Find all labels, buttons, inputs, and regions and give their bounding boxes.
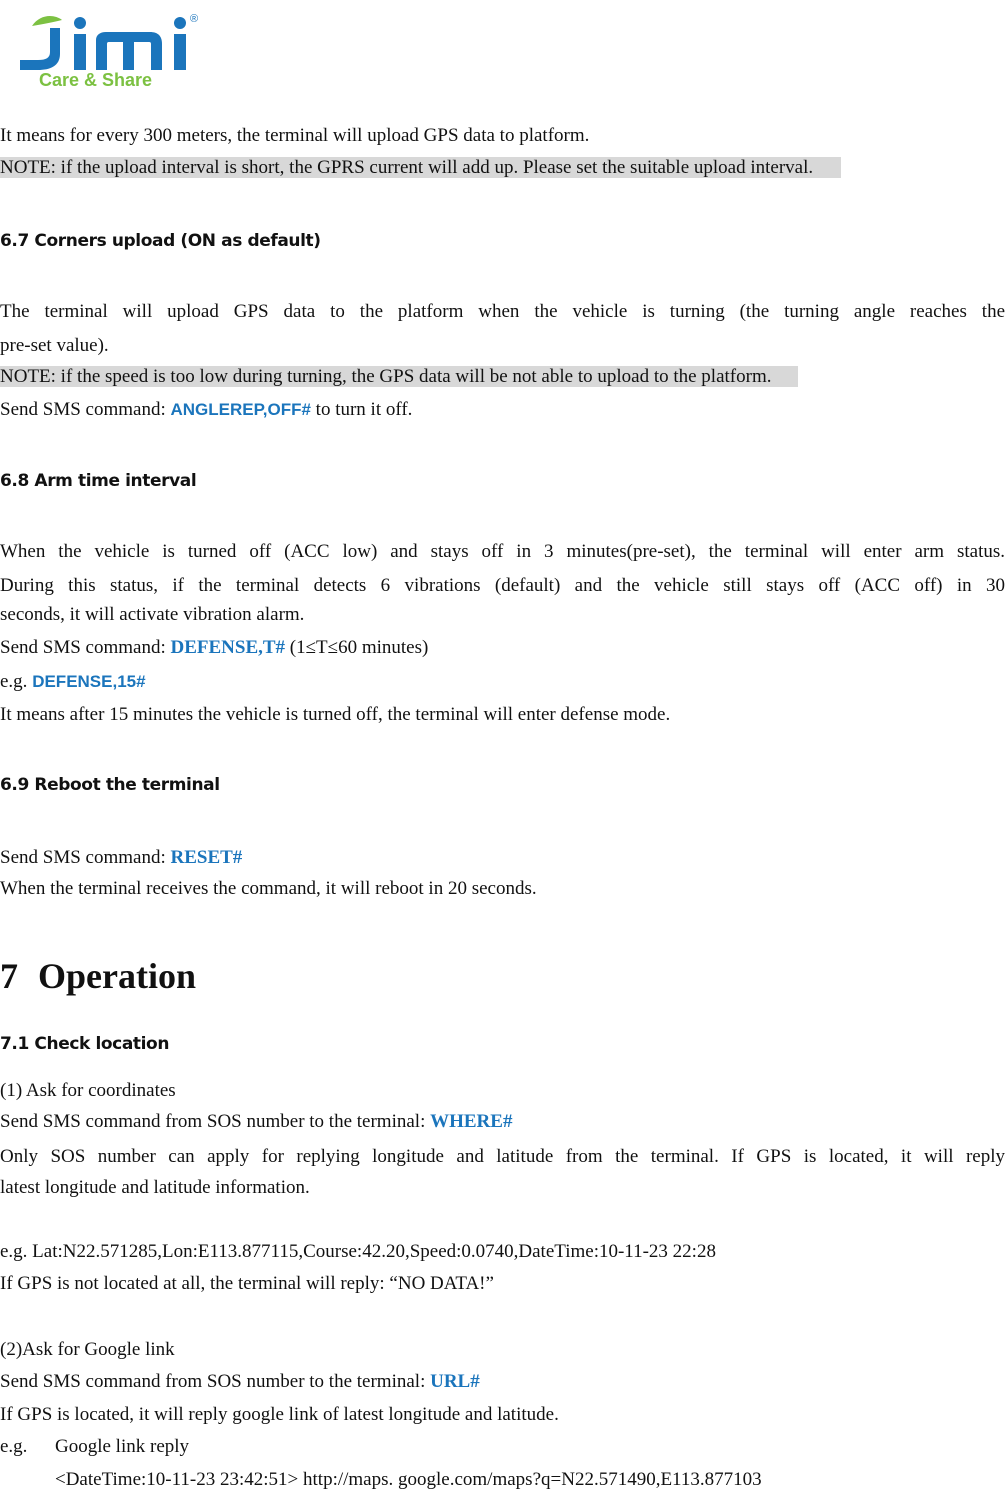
s67-note: NOTE: if the speed is too low during turning, the GPS data will be not able to upload to the platform. xyxy=(0,366,798,388)
s68-result: It means after 15 minutes the vehicle is turned off, the terminal will enter defense mode. xyxy=(0,704,671,725)
logo-tagline: Care & Share xyxy=(39,70,153,90)
heading-6-7: 6.7 Corners upload (ON as default) xyxy=(0,231,321,251)
heading-6-8: 6.8 Arm time interval xyxy=(0,471,197,491)
s68-send-line: Send SMS command: DEFENSE,T# (1≤T≤60 minutes) xyxy=(0,637,429,658)
command-reset: RESET# xyxy=(170,847,243,868)
intro-line: It means for every 300 meters, the terminal will upload GPS data to platform. xyxy=(0,125,590,146)
s71-q2-desc: If GPS is located, it will reply google link of latest longitude and latitude. xyxy=(0,1404,559,1425)
s68-paragraph-line1: When the vehicle is turned off (ACC low) and stays off in 3 minutes(pre-set), the terminal will enter arm status. xyxy=(0,541,1005,562)
s71-q2: (2)Ask for Google link xyxy=(0,1339,175,1360)
s71-q1-example: e.g. Lat:N22.571285,Lon:E113.877115,Course:42.20,Speed:0.0740,DateTime:10-11-23 22:28 xyxy=(0,1241,716,1262)
s69-send-line: Send SMS command: RESET# xyxy=(0,847,243,868)
heading-7-1: 7.1 Check location xyxy=(0,1034,170,1054)
s68-paragraph-line2: During this status, if the terminal detects 6 vibrations (default) and the vehicle still stays off (ACC off) in 30 xyxy=(0,575,1005,596)
command-defense: DEFENSE,T# xyxy=(170,637,286,658)
heading-6-9: 6.9 Reboot the terminal xyxy=(0,775,220,795)
s71-q1-desc-line1: Only SOS number can apply for replying longitude and latitude from the terminal. If GPS is located, it will reply xyxy=(0,1146,1005,1167)
logo-registered: ® xyxy=(190,13,199,25)
logo-leaf-icon xyxy=(32,16,62,26)
s71-q2-example: e.g. Google link reply xyxy=(0,1436,190,1457)
s67-paragraph-line2: pre-set value). xyxy=(0,335,109,356)
s71-q2-reply: <DateTime:10-11-23 23:42:51> http://maps. google.com/maps?q=N22.571490,E113.877103 xyxy=(55,1469,762,1490)
s71-q1-send-line: Send SMS command from SOS number to the terminal: WHERE# xyxy=(0,1111,513,1132)
s67-paragraph-line1: The terminal will upload GPS data to the platform when the vehicle is turning (the turning angle reaches the xyxy=(0,301,1005,322)
s71-q2-send-line: Send SMS command from SOS number to the terminal: URL# xyxy=(0,1371,480,1392)
s68-example: e.g. DEFENSE,15# xyxy=(0,671,146,692)
command-defense-example: DEFENSE,15# xyxy=(32,672,146,691)
intro-note: NOTE: if the upload interval is short, the GPRS current will add up. Please set the suitable upload interval. xyxy=(0,157,841,179)
s68-paragraph-line3: seconds, it will activate vibration alarm. xyxy=(0,604,305,625)
s69-result: When the terminal receives the command, it will reboot in 20 seconds. xyxy=(0,878,537,899)
s67-send-line: Send SMS command: ANGLEREP,OFF# to turn it off. xyxy=(0,399,413,420)
jimi-logo xyxy=(10,8,205,92)
s71-q1: (1) Ask for coordinates xyxy=(0,1080,176,1101)
command-url: URL# xyxy=(430,1371,480,1392)
heading-7: 7 Operation xyxy=(0,956,196,996)
command-where: WHERE# xyxy=(430,1111,513,1132)
s71-q1-nodata: If GPS is not located at all, the terminal will reply: “NO DATA!” xyxy=(0,1273,494,1294)
command-anglerep: ANGLEREP,OFF# xyxy=(170,400,311,419)
s71-q1-desc-line2: latest longitude and latitude information. xyxy=(0,1177,310,1198)
